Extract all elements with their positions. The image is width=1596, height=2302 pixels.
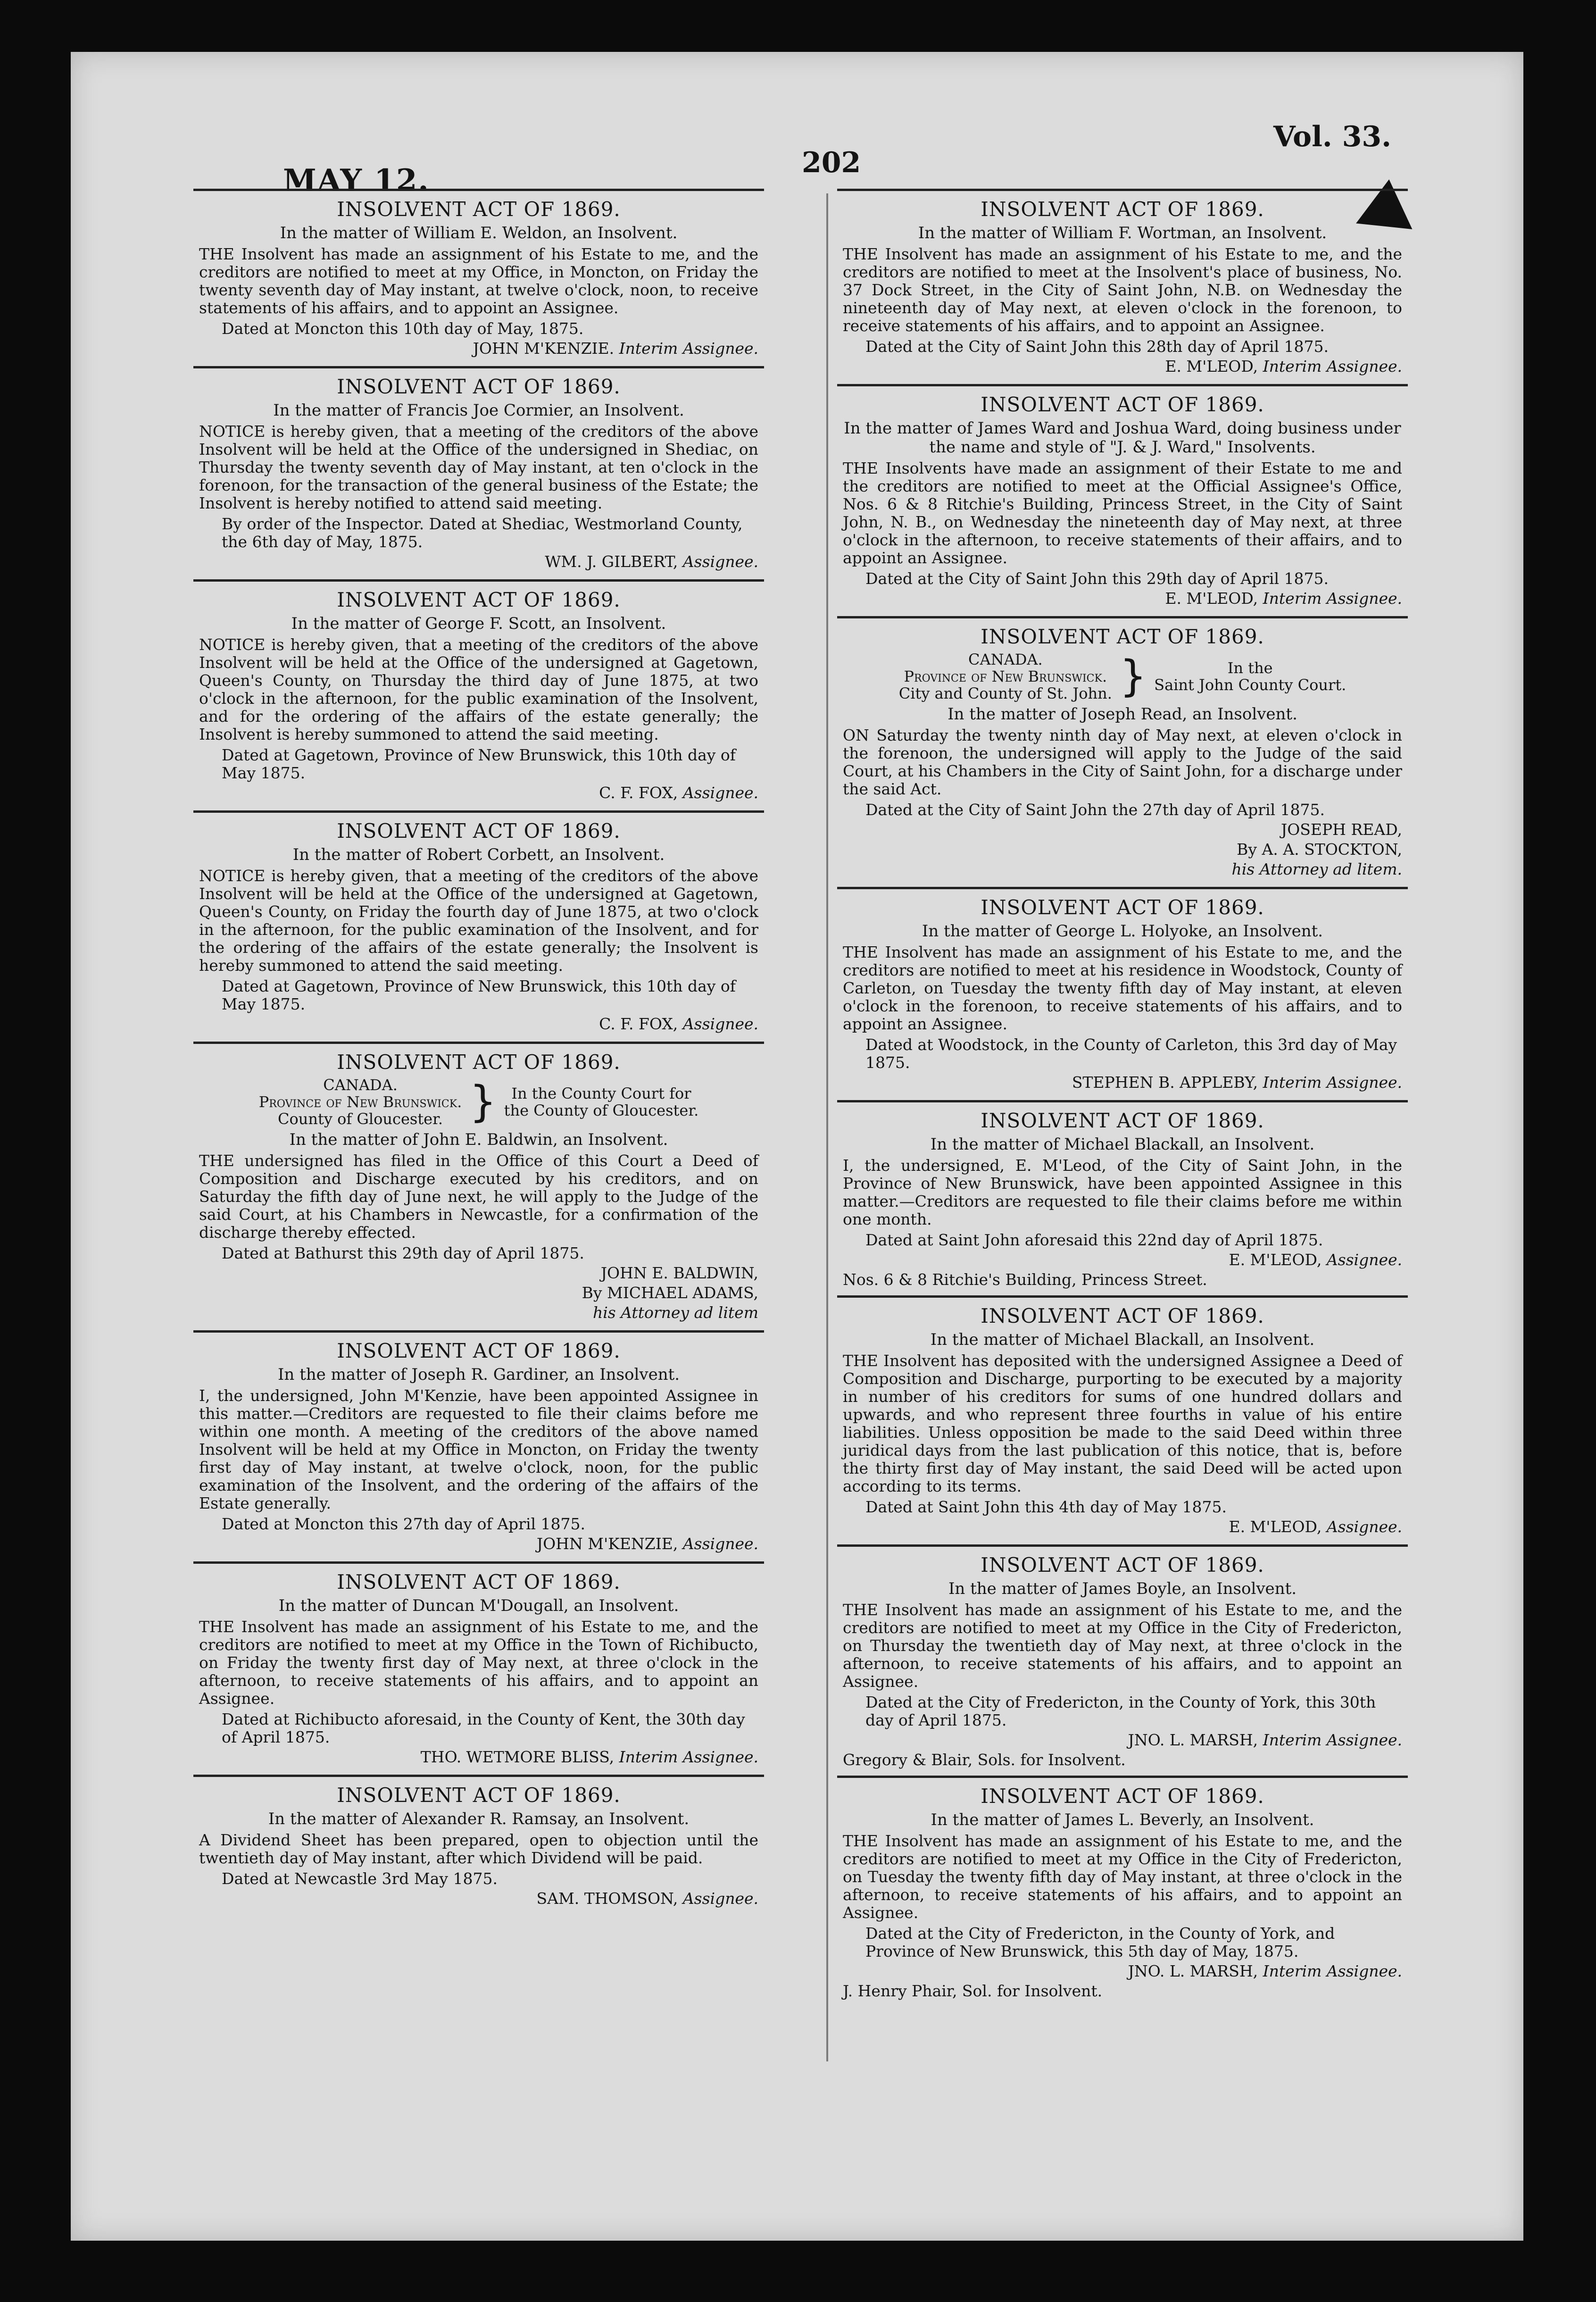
notice-role: Interim Assignee. [1263, 1962, 1402, 1980]
notice-role: Assignee. [682, 552, 758, 571]
notice [193, 1775, 764, 1914]
notice-signature: JOHN M'KENZIE. [473, 339, 615, 358]
notice [837, 1544, 1408, 1774]
notice-title: INSOLVENT ACT OF 1869. [981, 393, 1264, 416]
notice-signature: STEPHEN B. APPLEBY, [1072, 1073, 1258, 1092]
notice-role: Interim Assignee. [619, 339, 758, 358]
notice-signature-line [199, 1015, 758, 1033]
notice-dated: Dated at Moncton this 10th day of May, 1875. [222, 319, 584, 338]
notice-dated: Dated at Moncton this 27th day of April 1875. [222, 1515, 586, 1533]
notice-matter: In the matter of William E. Weldon, an Insolvent. [280, 224, 678, 242]
notice-signature: THO. WETMORE BLISS, [420, 1748, 615, 1766]
notice [193, 1561, 764, 1773]
notice-title: INSOLVENT ACT OF 1869. [981, 1553, 1264, 1576]
notice-dated: Dated at the City of Saint John this 29th day of April 1875. [865, 569, 1329, 588]
notice-matter: In the matter of William F. Wortman, an Insolvent. [918, 224, 1327, 242]
notice-title: INSOLVENT ACT OF 1869. [337, 375, 621, 398]
notice [193, 579, 764, 809]
notice-signature-line [843, 1251, 1402, 1269]
notice-signature: JOSEPH READ, [1281, 820, 1402, 839]
notice-body: A Dividend Sheet has been prepared, open to objection until the twentieth day of May instant, after which Dividend will be paid. [199, 1831, 758, 1867]
province-label: Province of New Brunswick. [258, 1093, 462, 1111]
notice-matter: In the matter of James Boyle, an Insolvent. [948, 1579, 1297, 1598]
notice-signature: E. M'LEOD, [1229, 1251, 1322, 1269]
notice-title: INSOLVENT ACT OF 1869. [337, 1051, 621, 1074]
notice-role: Assignee. [682, 1889, 758, 1908]
notice-matter: In the matter of James Ward and Joshua Ward, doing business under the name and style of "J. & J. Ward," Insolvents. [844, 419, 1401, 457]
notice-title: INSOLVENT ACT OF 1869. [981, 198, 1264, 221]
notice-attorney: By A. A. STOCKTON, [1237, 840, 1402, 859]
notice-signature-line [199, 784, 758, 802]
notice-signature: JNO. L. MARSH, [1128, 1962, 1258, 1980]
notice [837, 616, 1408, 885]
notice-signature: JOHN E. BALDWIN, [600, 1264, 758, 1282]
notice-extra: Gregory & Blair, Sols. for Insolvent. [843, 1751, 1126, 1769]
notice-extra: J. Henry Phair, Sol. for Insolvent. [843, 1982, 1103, 2000]
notice-role: Interim Assignee. [1263, 1731, 1402, 1749]
notice-title: INSOLVENT ACT OF 1869. [981, 896, 1264, 919]
notice-dated: Dated at Gagetown, Province of New Brunswick, this 10th day of May 1875. [222, 746, 736, 782]
left-column [193, 189, 764, 1916]
notice [193, 366, 764, 577]
notice-role: Assignee. [682, 1535, 758, 1553]
notice-matter: In the matter of George F. Scott, an Insolvent. [291, 614, 666, 633]
notice-dated: Dated at Gagetown, Province of New Brunswick, this 10th day of May 1875. [222, 977, 736, 1013]
notice-title: INSOLVENT ACT OF 1869. [337, 1784, 621, 1807]
notice-body: NOTICE is hereby given, that a meeting of the creditors of the above Insolvent will be held at the Office of the undersigned at Gagetown, Queen's County, on Thursday the third day of June 1875, at two o'clock in the afternoon, for the public examination of the Insolvent, and for the ordering of the affairs of the estate generally; the Insolvent is hereby summoned to attend the said meeting. [199, 635, 758, 743]
notice-matter: In the matter of Michael Blackall, an Insolvent. [930, 1135, 1315, 1154]
notice-dated: Dated at the City of Fredericton, in the County of York, this 30th day of April 1875. [865, 1693, 1376, 1729]
notice-role: Interim Assignee. [1263, 1073, 1402, 1092]
notice-dated: Dated at Bathurst this 29th day of April 1875. [222, 1244, 584, 1262]
court-heading [843, 651, 1402, 702]
notice [837, 384, 1408, 614]
notice-matter: In the matter of Robert Corbett, an Insolvent. [292, 845, 665, 864]
notice-matter: In the matter of Francis Joe Cormier, an Insolvent. [273, 401, 684, 420]
notice-body: THE Insolvents have made an assignment of their Estate to me and the creditors are notified to meet at the Official Assignee's Office, Nos. 6 & 8 Ritchie's Building, Princess Street, in the City of Saint John, N. B., on Wednesday the nineteenth day of May next, at three o'clock in the afternoon, to receive statements of their affairs, and to appoint an Assignee. [843, 459, 1402, 567]
notice-title: INSOLVENT ACT OF 1869. [981, 625, 1264, 648]
notice-signature-line [843, 1731, 1402, 1749]
notice-title: INSOLVENT ACT OF 1869. [337, 1570, 621, 1593]
notice-matter: In the matter of Duncan M'Dougall, an Insolvent. [278, 1596, 679, 1615]
notice-extra: Nos. 6 & 8 Ritchie's Building, Princess Street. [843, 1270, 1207, 1289]
notice-body: NOTICE is hereby given, that a meeting of the creditors of the above Insolvent will be held at the Office of the undersigned at Gagetown, Queen's County, on Friday the fourth day of June 1875, at two o'clock in the afternoon, for the public examination of the Insolvent, and for the ordering of the affairs of the estate generally; the Insolvent is hereby summoned to attend the said meeting. [199, 867, 758, 975]
notice-dated: Dated at the City of Saint John this 28th day of April 1875. [865, 337, 1329, 356]
notice-signature: JNO. L. MARSH, [1128, 1731, 1258, 1749]
notice-title: INSOLVENT ACT OF 1869. [337, 588, 621, 611]
notice-signature: C. F. FOX, [599, 784, 678, 802]
court-label-1: In the County Court for [511, 1084, 691, 1102]
notice-dated: Dated at Woodstock, in the County of Carleton, this 3rd day of May 1875. [865, 1035, 1397, 1072]
notice-dated: Dated at the City of Fredericton, in the County of York, and Province of New Brunswick, this 5th day of May, 1875. [865, 1924, 1335, 1960]
notice-role: Interim Assignee. [1263, 357, 1402, 375]
notice-signature-line [199, 1890, 758, 1908]
header-page-number: 202 [802, 146, 861, 179]
brace-icon: } [1119, 651, 1147, 701]
notice-signature-line [843, 1962, 1402, 1980]
notice-role: Assignee. [682, 1015, 758, 1033]
notice-matter: In the matter of George L. Holyoke, an Insolvent. [922, 922, 1323, 941]
notice-role: Interim Assignee. [1263, 589, 1402, 608]
notice-dated: By order of the Inspector. Dated at Shediac, Westmorland County, the 6th day of May, 1875. [222, 515, 743, 551]
notice-title: INSOLVENT ACT OF 1869. [337, 198, 621, 221]
notice-signature-line [199, 1748, 758, 1766]
right-column [837, 189, 1408, 2007]
notice-signature-line [843, 590, 1402, 608]
notice-signature: C. F. FOX, [599, 1015, 678, 1033]
brace-icon: } [469, 1077, 497, 1126]
notice-signature-line [199, 1535, 758, 1553]
notice [193, 189, 764, 364]
notice [193, 1042, 764, 1328]
notice-signature-line [843, 1518, 1402, 1536]
notice-title: INSOLVENT ACT OF 1869. [981, 1304, 1264, 1327]
notice-signature: SAM. THOMSON, [536, 1889, 678, 1908]
canada-label: CANADA. [968, 651, 1043, 668]
notice-title: INSOLVENT ACT OF 1869. [337, 819, 621, 842]
notice [193, 1330, 764, 1560]
notice-body: THE Insolvent has made an assignment of his Estate to me, and the creditors are notified to meet at my Office in the City of Fredericton, on Tuesday the twenty fifth day of May instant, at three o'clock in the afternoon, to receive statements of his affairs, and to appoint an Assignee. [843, 1832, 1402, 1922]
notice-role: Assignee. [1326, 1251, 1402, 1269]
court-label-2: Saint John County Court. [1154, 676, 1347, 694]
court-label-1: In the [1227, 659, 1273, 677]
notice-dated: Dated at Richibucto aforesaid, in the County of Kent, the 30th day of April 1875. [222, 1710, 745, 1746]
notice-body: THE Insolvent has made an assignment of his Estate to me, and the creditors are notified to meet at my Office, in Moncton, on Friday the twenty seventh day of May instant, at twelve o'clock, noon, to receive statements of his affairs, and to appoint an Assignee. [199, 245, 758, 317]
canada-label: CANADA. [323, 1076, 398, 1094]
notice-signature: E. M'LEOD, [1165, 589, 1258, 608]
notice-signature: E. M'LEOD, [1165, 357, 1258, 375]
notice-signature-line [843, 1074, 1402, 1092]
notice [837, 1100, 1408, 1293]
notice-matter: In the matter of Michael Blackall, an Insolvent. [930, 1330, 1315, 1349]
notice-signature-line [843, 358, 1402, 375]
header-volume: Vol. 33. [1273, 120, 1392, 153]
notice-signature: JOHN M'KENZIE, [536, 1535, 678, 1553]
notice-body: I, the undersigned, E. M'Leod, of the City of Saint John, in the Province of New Brunswick, have been appointed Assignee in this matter.—Creditors are requested to file their claims before me within one month. [843, 1156, 1402, 1228]
notice-matter: In the matter of Joseph R. Gardiner, an Insolvent. [277, 1365, 680, 1384]
notice [837, 887, 1408, 1098]
notice-role: Assignee. [1326, 1518, 1402, 1536]
notice-matter: In the matter of James L. Beverly, an Insolvent. [931, 1810, 1314, 1829]
header-date: MAY 12. [283, 163, 430, 198]
notice-dated: Dated at the City of Saint John the 27th day of April 1875. [865, 801, 1325, 819]
notice [193, 810, 764, 1040]
notice-body: ON Saturday the twenty ninth day of May next, at eleven o'clock in the forenoon, the undersigned will apply to the Judge of the said Court, at his Chambers in the City of Saint John, for a discharge under the said Act. [843, 726, 1402, 798]
notice-role: Assignee. [682, 784, 758, 802]
notice-body: THE Insolvent has made an assignment of his Estate to me, and the creditors are notified to meet at the Insolvent's place of business, No. 37 Dock Street, in the City of Saint John, N.B. on Wednesday the nineteenth day of May next, at eleven o'clock in the forenoon, to receive statements of his affairs, and to appoint an Assignee. [843, 245, 1402, 335]
notice-body: THE Insolvent has made an assignment of his Estate to me, and the creditors are notified to meet at his residence in Woodstock, County of Carleton, on Tuesday the twenty fifth day of May instant, at eleven o'clock in the forenoon, to receive statements of his affairs, and to appoint an Assignee. [843, 943, 1402, 1033]
notice-role: Interim Assignee. [619, 1748, 758, 1766]
notice-role: his Attorney ad litem. [1231, 860, 1402, 878]
notice-role: his Attorney ad litem [592, 1303, 758, 1322]
province-label: Province of New Brunswick. [904, 667, 1107, 685]
county-label: City and County of St. John. [898, 684, 1112, 702]
notice [837, 189, 1408, 382]
notice-matter: In the matter of Joseph Read, an Insolvent. [948, 705, 1297, 724]
notice-body: NOTICE is hereby given, that a meeting of the creditors of the above Insolvent will be held at the Office of the undersigned in Shediac, on Thursday the twenty seventh day of May instant, at ten o'clock in the forenoon, for the transaction of the general business of the Estate; the Insolvent is hereby notified to attend said meeting. [199, 422, 758, 512]
notice-body: THE Insolvent has made an assignment of his Estate to me, and the creditors are notified to meet at my Office in the City of Fredericton, on Thursday the twentieth day of May next, at three o'clock in the afternoon, to receive statements of his affairs, and to appoint an Assignee. [843, 1601, 1402, 1691]
notice-body: THE Insolvent has made an assignment of his Estate to me, and the creditors are notified to meet at my Office in the Town of Richibucto, on Friday the twenty first day of May next, at three o'clock in the afternoon, to receive statements of his affairs, and to appoint an Assignee. [199, 1618, 758, 1708]
court-heading [199, 1076, 758, 1127]
notice-signature: WM. J. GILBERT, [545, 552, 678, 571]
notice-body: I, the undersigned, John M'Kenzie, have been appointed Assignee in this matter.—Creditors are requested to file their claims before me within one month. A meeting of the creditors of the above named Insolvent will be held at my Office in Moncton, on Friday the twenty first day of May instant, at twelve o'clock, noon, for the public examination of the Insolvent, and the ordering of the affairs of the Estate generally. [199, 1386, 758, 1512]
notice-signature-line [199, 340, 758, 358]
county-label: County of Gloucester. [278, 1110, 443, 1128]
notice-dated: Dated at Saint John this 4th day of May 1875. [865, 1498, 1227, 1516]
notice-signature: E. M'LEOD, [1229, 1518, 1322, 1536]
notice-signature-line [199, 553, 758, 571]
notice-attorney: By MICHAEL ADAMS, [582, 1284, 758, 1302]
notice [837, 1776, 1408, 2005]
court-label-2: the County of Gloucester. [504, 1101, 699, 1119]
notice-dated: Dated at Newcastle 3rd May 1875. [222, 1869, 498, 1888]
notice-dated: Dated at Saint John aforesaid this 22nd day of April 1875. [865, 1231, 1323, 1249]
notice-title: INSOLVENT ACT OF 1869. [337, 1339, 621, 1362]
notice-body: THE Insolvent has deposited with the undersigned Assignee a Deed of Composition and Discharge, purporting to be executed by a majority in number of his creditors for sums of one hundred dollars and upwards, and who represent three fourths in value of his entire liabilities. Unless opposition be made to the said Deed within three juridical days from the last publication of this notice, that is, before the thirty first day of May instant, the said Deed will be acted upon according to its terms. [843, 1351, 1402, 1495]
notice [837, 1295, 1408, 1543]
notice-title: INSOLVENT ACT OF 1869. [981, 1785, 1264, 1808]
notice-matter: In the matter of John E. Baldwin, an Insolvent. [289, 1130, 668, 1149]
notice-matter: In the matter of Alexander R. Ramsay, an Insolvent. [268, 1810, 690, 1828]
notice-body: THE undersigned has filed in the Office of this Court a Deed of Composition and Discharge executed by his creditors, and on Saturday the fifth day of June next, he will apply to the Judge of the said Court, at his Chambers in Newcastle, for a confirmation of the discharge thereby effected. [199, 1151, 758, 1242]
column-divider [826, 193, 828, 2061]
notice-title: INSOLVENT ACT OF 1869. [981, 1109, 1264, 1132]
